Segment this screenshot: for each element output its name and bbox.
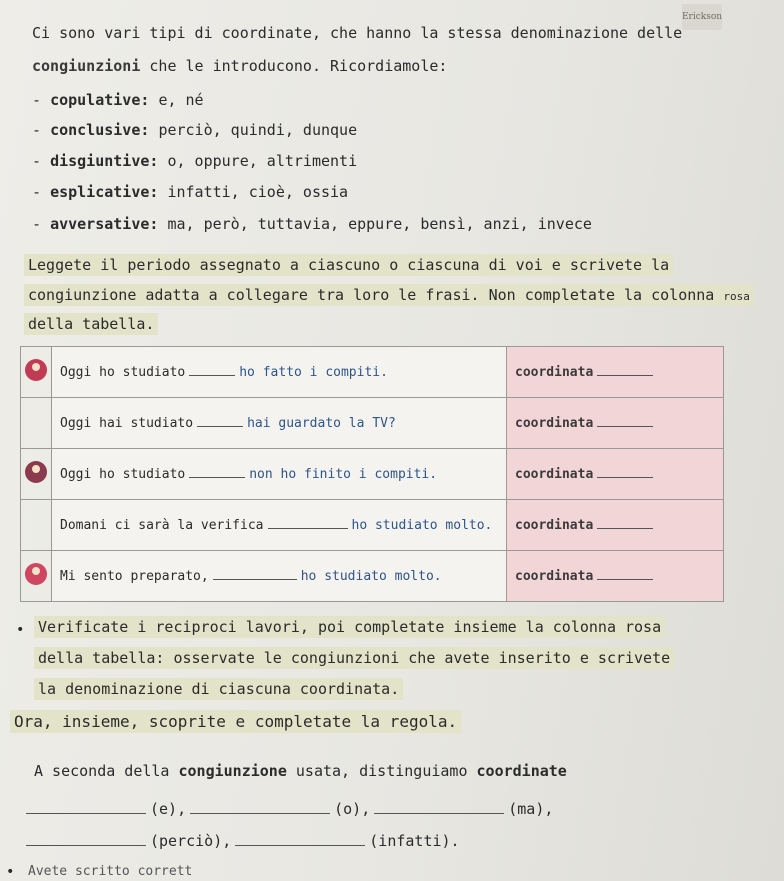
sentence-end: hai guardato la TV? — [247, 415, 396, 431]
coordinate-label: coordinata — [515, 364, 594, 380]
rule-text-b: usata, distinguiamo — [286, 762, 477, 780]
sentence-cell — [52, 398, 507, 449]
table-row — [21, 398, 724, 449]
rule-blank[interactable] — [374, 813, 504, 814]
category-name: copulative: — [50, 91, 150, 109]
coordinate-blank[interactable] — [597, 579, 653, 580]
table-row — [21, 500, 724, 551]
sentence-start: Oggi ho studiato — [60, 466, 186, 482]
sentence-start: Oggi ho studiato — [60, 364, 186, 380]
category-name: avversative: — [50, 215, 159, 233]
verify-text-3: la denominazione di ciascuna coordinata. — [34, 678, 403, 700]
instruction-text: Leggete il periodo assegnato a ciascuno o ciascuna di voi e scrivete la — [24, 254, 673, 276]
rule-blank[interactable] — [190, 813, 330, 814]
rule-blank[interactable] — [235, 845, 365, 846]
instruction-text-2 — [24, 284, 754, 306]
sentence-end: ho studiato molto. — [351, 517, 493, 533]
intro-line-2-rest: che le introducono. Ricordiamole: — [140, 57, 448, 75]
sentence-cell — [52, 551, 507, 602]
ora-text: Ora, insieme, scoprite e completate la regola. — [10, 710, 461, 733]
coordinate-label: coordinata — [515, 415, 594, 431]
coordinate-cell — [507, 551, 724, 602]
ora-instruction — [10, 712, 461, 731]
sentence-start: Oggi hai studiato — [60, 415, 194, 431]
category-row: - copulative: e, né — [32, 91, 204, 109]
rule-conj: (infatti). — [369, 832, 460, 850]
verify-line-1 — [34, 618, 665, 636]
sentence-cell — [52, 347, 507, 398]
coordinate-cell — [507, 449, 724, 500]
student-icon — [25, 461, 47, 483]
sentence-end: ho fatto i compiti. — [239, 364, 388, 380]
student-icon — [25, 563, 47, 585]
student-avatar-cell — [21, 398, 52, 449]
sentence-start: Domani ci sarà la verifica — [60, 517, 264, 533]
sentence-start: Mi sento preparato, — [60, 568, 209, 584]
sentence-end: ho studiato molto. — [300, 568, 442, 584]
instruction-text-main: congiunzione adatta a collegare tra loro le frasi. Non completate la colonna — [28, 286, 715, 304]
category-row: - avversative: ma, però, tuttavia, eppure, bensì, anzi, invece — [32, 215, 592, 233]
category-words: ma, però, tuttavia, eppure, bensì, anzi, invece — [167, 215, 592, 233]
next-section-text: Avete scritto corrett — [28, 864, 193, 879]
intro-line-1: Ci sono vari tipi di coordinate, che hanno la stessa denominazione delle — [32, 24, 683, 42]
coordinate-cell — [507, 347, 724, 398]
category-words: perciò, quindi, dunque — [158, 121, 358, 139]
student-avatar-cell — [21, 500, 52, 551]
sentence-cell — [52, 449, 507, 500]
sentence-cell — [52, 500, 507, 551]
instruction-line-1 — [24, 256, 673, 274]
instruction-line-3 — [24, 315, 158, 333]
rule-blank[interactable] — [26, 845, 146, 846]
rule-line-2 — [22, 800, 553, 818]
category-name: conclusive: — [50, 121, 150, 139]
verify-text-1: Verificate i reciproci lavori, poi completate insieme la colonna rosa — [34, 616, 665, 638]
instruction-text-3: della tabella. — [24, 313, 158, 335]
student-icon — [25, 359, 47, 381]
category-row: - esplicative: infatti, cioè, ossia — [32, 183, 349, 201]
sentence-end: non ho finito i compiti. — [249, 466, 438, 482]
intro-line-2 — [32, 57, 447, 75]
student-avatar-cell — [21, 449, 52, 500]
coordinate-label: coordinata — [515, 517, 594, 533]
table-row — [21, 551, 724, 602]
coordinate-blank[interactable] — [597, 426, 653, 427]
rule-line-3 — [22, 832, 460, 850]
rule-conj: (perciò), — [150, 832, 232, 850]
rule-keyword: congiunzione — [178, 762, 287, 780]
table-row — [21, 449, 724, 500]
coordinate-blank[interactable] — [597, 375, 653, 376]
conjunction-blank[interactable] — [189, 477, 245, 478]
rule-text-a: A seconda della — [34, 762, 179, 780]
rule-line-1 — [34, 762, 567, 780]
conjunction-blank[interactable] — [197, 426, 243, 427]
coordinate-blank[interactable] — [597, 528, 653, 529]
table-row — [21, 347, 724, 398]
instruction-rosa: rosa — [723, 290, 750, 303]
coordinate-label: coordinata — [515, 466, 594, 482]
verify-line-3 — [34, 680, 403, 698]
category-words: e, né — [158, 91, 204, 109]
rule-keyword-2: coordinate — [476, 762, 567, 780]
coordinate-cell — [507, 398, 724, 449]
coordinate-blank[interactable] — [597, 477, 653, 478]
rule-conj: (ma), — [508, 800, 554, 818]
publisher-logo: Erickson — [682, 4, 722, 30]
rule-conj: (e), — [150, 800, 187, 818]
coordinate-table — [20, 346, 724, 602]
bullet-icon: • — [16, 622, 25, 638]
bullet-icon: • — [6, 864, 15, 880]
rule-blank[interactable] — [26, 813, 146, 814]
rule-conj: (o), — [334, 800, 371, 818]
conjunction-blank[interactable] — [189, 375, 235, 376]
category-row: - disgiuntive: o, oppure, altrimenti — [32, 152, 358, 170]
category-row: - conclusive: perciò, quindi, dunque — [32, 121, 358, 139]
coordinate-label: coordinata — [515, 568, 594, 584]
category-name: esplicative: — [50, 183, 159, 201]
intro-keyword: congiunzioni — [32, 57, 141, 75]
student-avatar-cell — [21, 551, 52, 602]
conjunction-blank[interactable] — [268, 528, 348, 529]
category-words: infatti, cioè, ossia — [167, 183, 349, 201]
student-avatar-cell — [21, 347, 52, 398]
verify-line-2 — [34, 649, 674, 667]
verify-text-2: della tabella: osservate le congiunzioni che avete inserito e scrivete — [34, 647, 674, 669]
category-words: o, oppure, altrimenti — [167, 152, 358, 170]
conjunction-blank[interactable] — [213, 579, 297, 580]
instruction-line-2 — [24, 286, 754, 304]
category-name: disgiuntive: — [50, 152, 159, 170]
coordinate-cell — [507, 500, 724, 551]
